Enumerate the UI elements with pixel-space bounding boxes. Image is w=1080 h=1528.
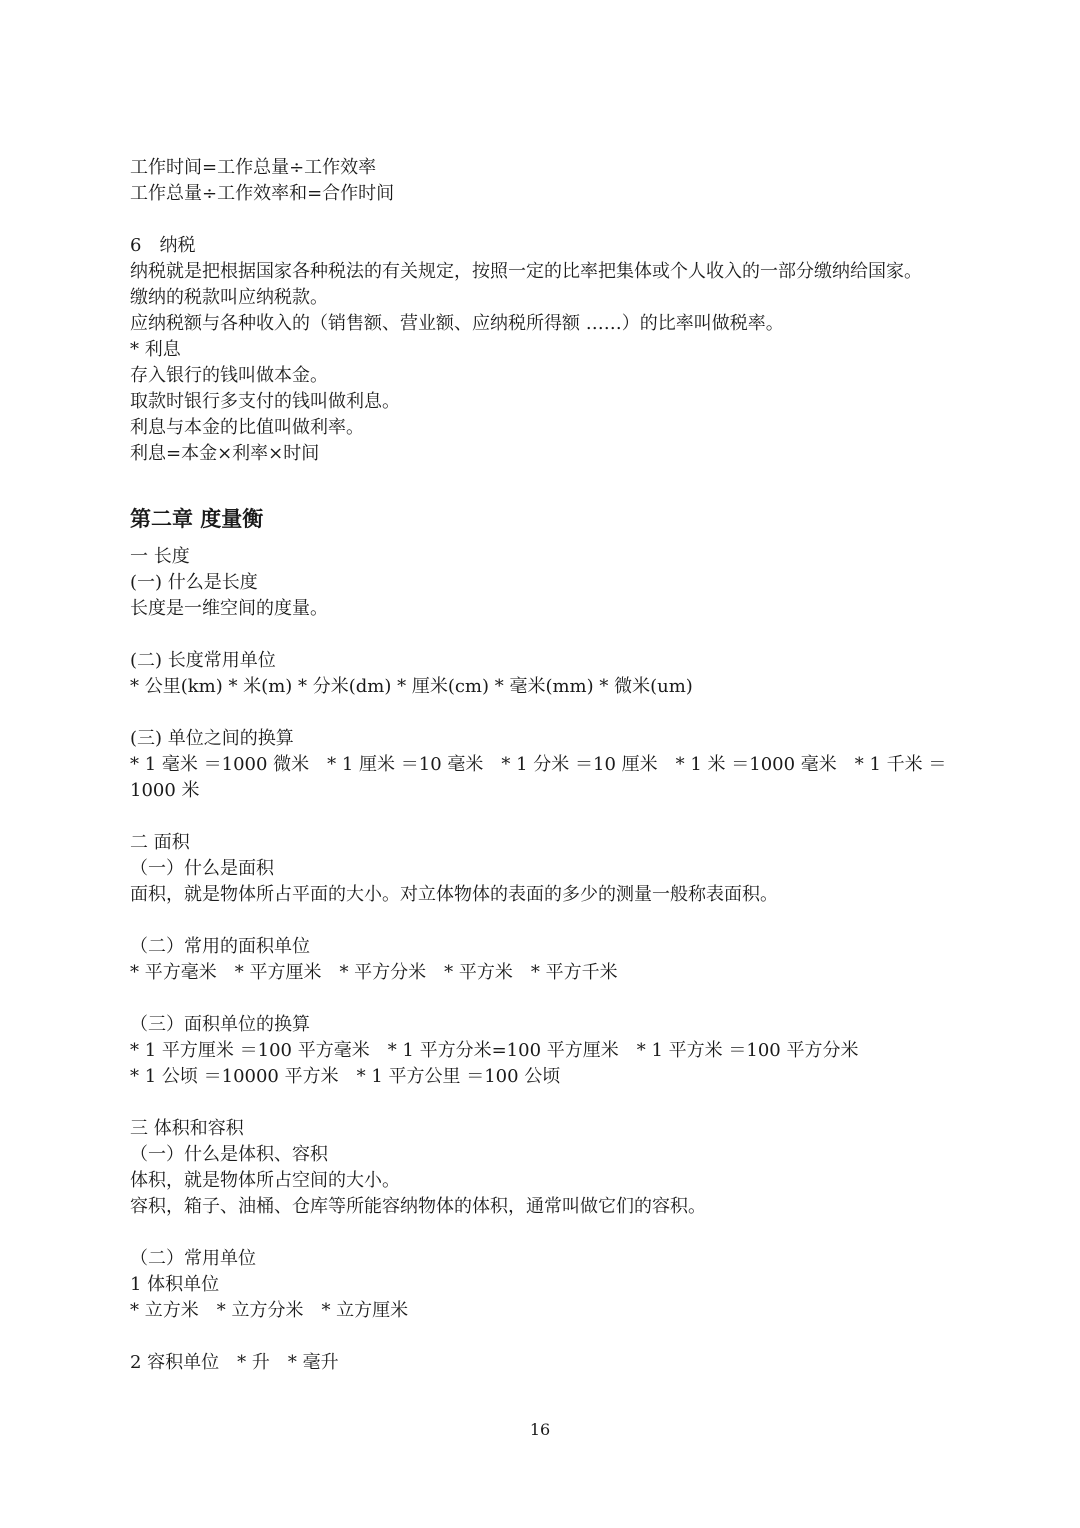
text-line: 应纳税额与各种收入的（销售额、营业额、应纳税所得额 ……）的比率叫做税率。 [130,313,784,334]
text-line: 工作时间=工作总量÷工作效率 [130,157,377,178]
text-line: 存入银行的钱叫做本金。 [130,365,328,386]
section-title: 三 体积和容积 [130,1118,244,1139]
text-line: 1 体积单位 [130,1274,220,1295]
text-line: (一) 什么是长度 [130,572,258,593]
text-line: 纳税就是把根据国家各种税法的有关规定，按照一定的比率把集体或个人收入的一部分缴纳给国家。 [130,261,922,282]
text-line: * 立方米 * 立方分米 * 立方厘米 [130,1300,409,1321]
text-line: 1000 米 [130,780,200,801]
text-line: 体积，就是物体所占空间的大小。 [130,1170,400,1191]
text-line: * 平方毫米 * 平方厘米 * 平方分米 * 平方米 * 平方千米 [130,962,618,983]
text-line: (二) 长度常用单位 [130,650,276,671]
text-line: （一）什么是体积、容积 [130,1144,328,1165]
text-line: 面积，就是物体所占平面的大小。对立体物体的表面的多少的测量一般称表面积。 [130,884,778,905]
section-title: 一 长度 [130,546,190,567]
text-line: 取款时银行多支付的钱叫做利息。 [130,391,400,412]
text-line: 工作总量÷工作效率和=合作时间 [130,183,395,204]
text-line: * 利息 [130,339,181,360]
text-line: （一）什么是面积 [130,858,274,879]
text-line: 利息=本金×利率×时间 [130,443,320,464]
text-line: 长度是一维空间的度量。 [130,598,328,619]
text-line: * 公里(km) * 米(m) * 分米(dm) * 厘米(cm) * 毫米(mm) * 微米(um) [130,676,693,697]
chapter-heading: 第二章 度量衡 [130,507,264,531]
text-line: 容积，箱子、油桶、仓库等所能容纳物体的体积，通常叫做它们的容积。 [130,1196,706,1217]
text-line: （二）常用单位 [130,1248,256,1269]
page-number: 16 [529,1420,551,1439]
text-line: （三）面积单位的换算 [130,1014,310,1035]
text-line: 2 容积单位 * 升 * 毫升 [130,1352,339,1373]
section-title: 6 纳税 [130,235,196,256]
section-title: 二 面积 [130,832,190,853]
text-line: (三) 单位之间的换算 [130,728,294,749]
text-line: * 1 平方厘米 ＝100 平方毫米 * 1 平方分米=100 平方厘米 * 1 平方米 ＝100 平方分米 [130,1040,859,1061]
text-line: 缴纳的税款叫应纳税款。 [130,287,328,308]
text-line: （二）常用的面积单位 [130,936,310,957]
text-line: 利息与本金的比值叫做利率。 [130,417,364,438]
text-line: * 1 毫米 ＝1000 微米 * 1 厘米 ＝10 毫米 * 1 分米 ＝10 厘米 * 1 米 ＝1000 毫米 * 1 千米 ＝ [130,754,947,775]
text-line: * 1 公顷 ＝10000 平方米 * 1 平方公里 ＝100 公顷 [130,1066,561,1087]
